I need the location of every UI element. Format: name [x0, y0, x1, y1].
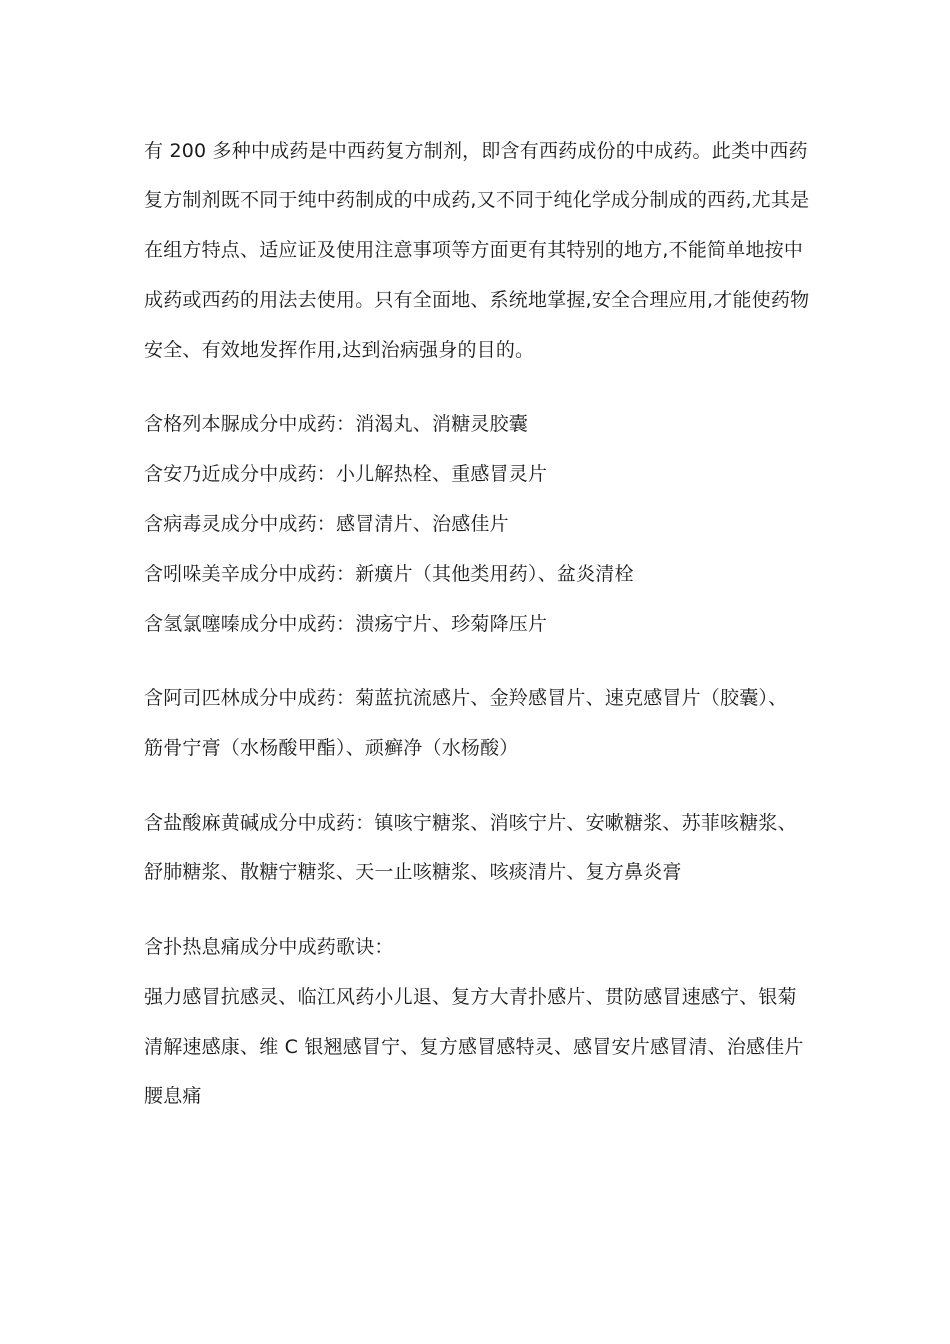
- ingredient-line-analgin: 含安乃近成分中成药：小儿解热栓、重感冒灵片: [144, 463, 548, 485]
- ingredient-line-ephedrine-cont: 舒肺糖浆、散糖宁糖浆、天一止咳糖浆、咳痰清片、复方鼻炎膏: [144, 861, 682, 883]
- paracetamol-line: 腰息痛: [144, 1085, 202, 1107]
- ingredient-line-aspirin-cont: 筋骨宁膏（水杨酸甲酯）、顽癣净（水杨酸）: [144, 737, 519, 759]
- paracetamol-line: 清解速感康、维 C 银翘感冒宁、复方感冒感特灵、感冒安片感冒清、治感佳片: [144, 1036, 804, 1058]
- paracetamol-heading: 含扑热息痛成分中成药歌诀：: [144, 936, 394, 958]
- ingredient-line-moroxydine: 含病毒灵成分中成药：感冒清片、治感佳片: [144, 513, 509, 535]
- intro-line: 在组方特点、适应证及使用注意事项等方面更有其特别的地方,不能简单地按中: [144, 239, 804, 261]
- intro-line: 复方制剂既不同于纯中药制成的中成药,又不同于纯化学成分制成的西药,尤其是: [144, 189, 810, 211]
- ingredient-line-ephedrine: 含盐酸麻黄碱成分中成药：镇咳宁糖浆、消咳宁片、安嗽糖浆、苏菲咳糖浆、: [144, 812, 797, 834]
- intro-line: 有 200 多种中成药是中西药复方制剂，即含有西药成份的中成药。此类中西药: [144, 140, 808, 162]
- ingredient-line-hydrochlorothiazide: 含氢氯噻嗪成分中成药：溃疡宁片、珍菊降压片: [144, 613, 548, 635]
- ingredient-line-indomethacin: 含吲哚美辛成分中成药：新癀片（其他类用药）、盆炎清栓: [144, 563, 634, 585]
- paracetamol-line: 强力感冒抗感灵、临江风药小儿退、复方大青扑感片、贯防感冒速感宁、银菊: [144, 986, 797, 1008]
- ingredient-line-glibenclamide: 含格列本脲成分中成药：消渴丸、消糖灵胶囊: [144, 413, 529, 435]
- intro-line: 成药或西药的用法去使用。只有全面地、系统地掌握,安全合理应用,才能使药物: [144, 289, 810, 311]
- ingredient-line-aspirin: 含阿司匹林成分中成药：菊蓝抗流感片、金羚感冒片、速克感冒片（胶囊）、: [144, 687, 788, 709]
- intro-line: 安全、有效地发挥作用,达到治病强身的目的。: [144, 339, 535, 361]
